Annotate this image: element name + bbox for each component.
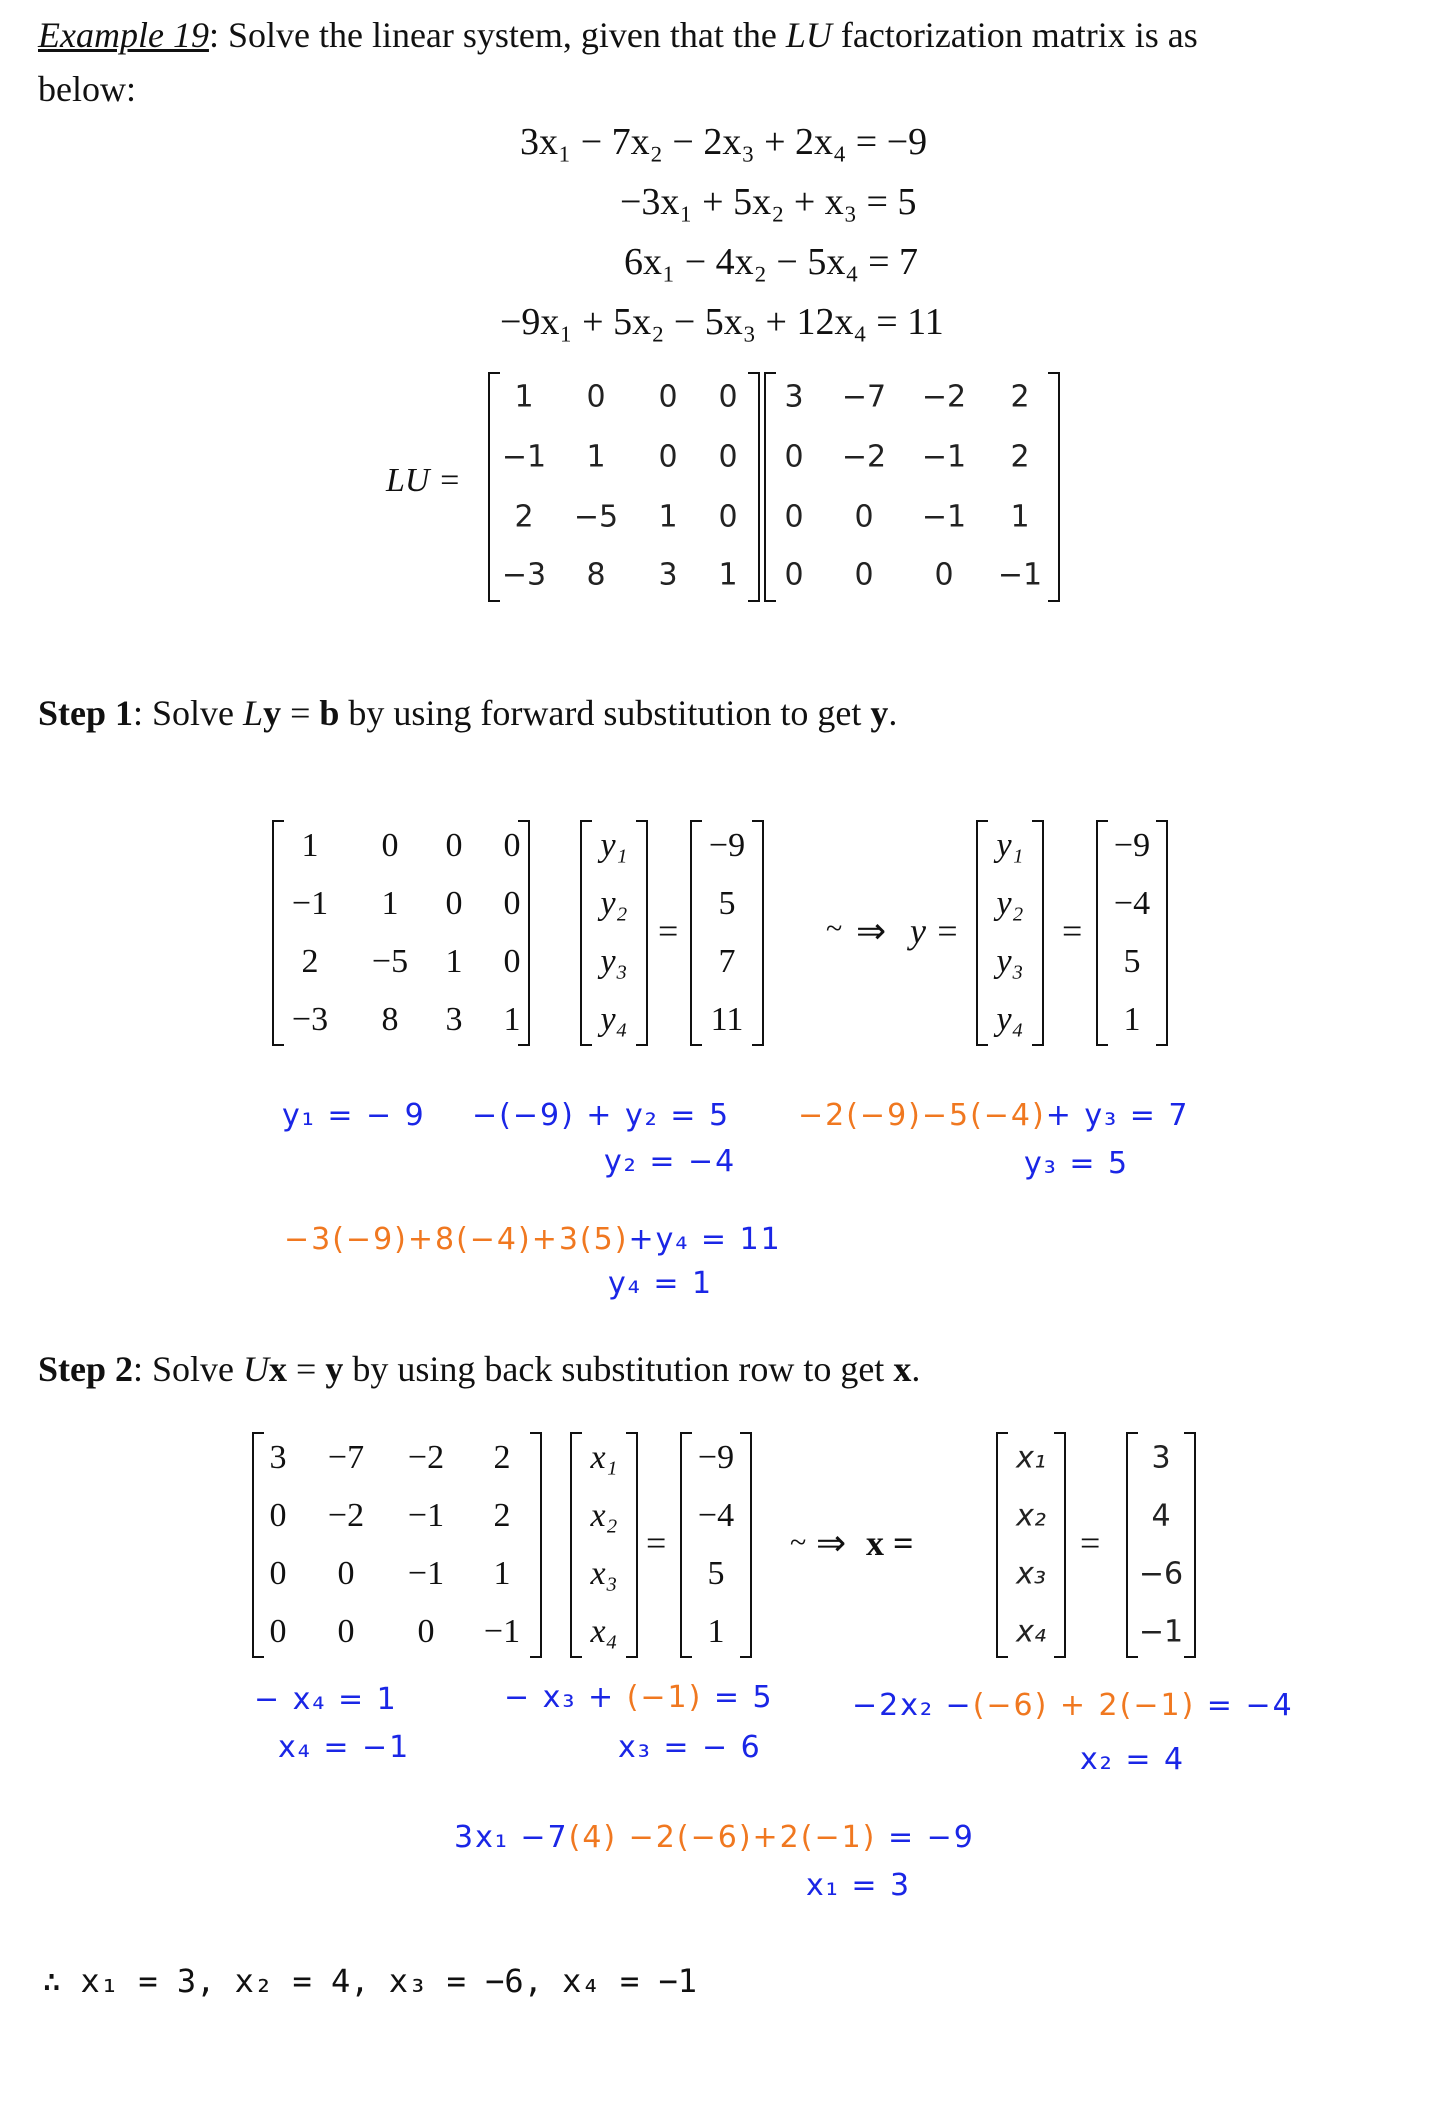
- step1-y-vector: y₁ y₂ y₃ y₄: [580, 820, 648, 1046]
- step1-matrix-L: [272, 820, 530, 1046]
- step2-x-vector-2: x₁ x₂ x₃ x₄: [996, 1432, 1066, 1658]
- step2-matrix-U: 3 −7 −2 2 0 −2 −1 2 0 0 −1 1 0 0 0 −1: [252, 1432, 542, 1658]
- L-cell: −1: [291, 885, 329, 922]
- U-cell: 1: [1010, 499, 1030, 535]
- note-x2-eq: −2x₂ −(−6) + 2(−1) = −4: [852, 1688, 1294, 1723]
- equals-sign: =: [1080, 1523, 1101, 1563]
- tilde: ~: [826, 912, 843, 945]
- step1-b-vector: −9 5 7 11: [690, 820, 764, 1046]
- U-cell: 0: [784, 499, 804, 535]
- note-x4-result: x₄ = −1: [278, 1730, 411, 1765]
- L-cell: −3: [291, 1001, 329, 1038]
- note-y3-eq: −2(−9)−5(−4)+ y₃ = 7: [798, 1098, 1190, 1133]
- L-cell: 0: [503, 943, 521, 980]
- system-eq-1: 3x₁ − 7x₂ − 2x₃ + 2x₄ = −9: [520, 121, 928, 163]
- step2-x-solution: 3 4 −6 −1: [1126, 1432, 1196, 1658]
- note-x4-eq: − x₄ = 1: [254, 1682, 398, 1717]
- step1-y-vector-2: y₁ y₂ y₃ y₄: [976, 820, 1044, 1046]
- note-y1: y₁ = − 9: [282, 1098, 426, 1133]
- L-cell: −3: [501, 557, 547, 593]
- L-cell: 0: [718, 439, 738, 475]
- U-cell: −2: [921, 379, 967, 415]
- intro-text: : Solve the linear system, given that the: [208, 15, 786, 55]
- note-x2-result: x₂ = 4: [1080, 1742, 1186, 1777]
- L-cell: 1: [503, 1001, 521, 1038]
- L-cell: −1: [501, 439, 547, 475]
- step1-y-solution: −9 −4 5 1: [1096, 820, 1168, 1046]
- L-cell: 0: [718, 379, 738, 415]
- conclusion: ∴ x₁ = 3, x₂ = 4, x₃ = −6, x₄ = −1: [42, 1962, 698, 2000]
- L-cell: 2: [301, 943, 319, 980]
- L-cell: 0: [445, 885, 463, 922]
- L-cell: 0: [718, 499, 738, 535]
- step1-label: Step 1: [38, 693, 134, 733]
- L-cell: 3: [658, 557, 678, 593]
- U-cell: 0: [784, 557, 804, 593]
- step2-label: Step 2: [38, 1349, 134, 1389]
- note-x3-result: x₃ = − 6: [618, 1730, 762, 1765]
- L-cell: 1: [301, 827, 319, 864]
- U-cell: −1: [921, 439, 967, 475]
- note-x3-eq: − x₃ + (−1) = 5: [504, 1680, 774, 1715]
- lu-word: LU: [785, 15, 832, 55]
- note-y4-eq: −3(−9)+8(−4)+3(5)+y₄ = 11: [284, 1222, 782, 1257]
- system-eq-2: −3x₁ + 5x₂ + x₃ = 5: [620, 181, 917, 223]
- equals-sign: =: [658, 911, 679, 951]
- example-label: Example 19: [38, 15, 209, 55]
- U-cell: −1: [921, 499, 967, 535]
- step2-heading: Step 2: Solve Ux = y by using back substitution row to get x.: [38, 1349, 921, 1389]
- L-cell: 0: [445, 827, 463, 864]
- L-cell: 1: [586, 439, 606, 475]
- implies-arrow: ⇒: [816, 1523, 847, 1563]
- equals-sign: =: [1062, 911, 1083, 951]
- L-cell: 0: [586, 379, 606, 415]
- U-cell: 0: [854, 557, 874, 593]
- L-cell: 8: [586, 557, 606, 593]
- L-cell: 0: [503, 827, 521, 864]
- tilde: ~: [790, 1526, 807, 1559]
- L-cell: −5: [573, 499, 619, 535]
- matrix-U: [764, 372, 1060, 602]
- intro-end: factorization matrix is as: [831, 15, 1198, 55]
- implies-arrow: ⇒: [856, 911, 887, 951]
- L-cell: 0: [503, 885, 521, 922]
- note-y2-eq: −(−9) + y₂ = 5: [472, 1098, 731, 1133]
- U-cell: 0: [934, 557, 954, 593]
- U-cell: −7: [841, 379, 887, 415]
- note-y2-result: y₂ = −4: [604, 1144, 737, 1179]
- intro-line-1: [38, 14, 1198, 57]
- U-cell: 3: [784, 379, 804, 415]
- note-y3-result: y₃ = 5: [1024, 1146, 1130, 1181]
- step2-x-vector: x₁ x₂ x₃ x₄: [570, 1432, 638, 1658]
- L-cell: 1: [718, 557, 738, 593]
- equals-sign: =: [646, 1523, 667, 1563]
- U-cell: 2: [1010, 379, 1030, 415]
- U-cell: 2: [1010, 439, 1030, 475]
- U-cell: −1: [997, 557, 1043, 593]
- U-cell: −2: [841, 439, 887, 475]
- L-cell: 3: [445, 1001, 463, 1038]
- L-cell: 0: [658, 379, 678, 415]
- y-equals: y =: [910, 911, 960, 951]
- L-cell: 0: [381, 827, 399, 864]
- L-cell: 8: [381, 1001, 399, 1038]
- U-cell: 0: [784, 439, 804, 475]
- matrix-L: [488, 372, 760, 602]
- note-x1-eq: 3x₁ −7(4) −2(−6)+2(−1) = −9: [454, 1820, 975, 1855]
- L-cell: 1: [381, 885, 399, 922]
- L-cell: 2: [514, 499, 534, 535]
- system-eq-4: −9x₁ + 5x₂ − 5x₃ + 12x₄ = 11: [500, 301, 944, 343]
- U-cell: 0: [854, 499, 874, 535]
- step1-heading: Step 1: Solve Ly = b by using forward substitution to get y.: [38, 693, 898, 733]
- L-cell: 1: [514, 379, 534, 415]
- system-eq-3: 6x₁ − 4x₂ − 5x₄ = 7: [624, 241, 919, 283]
- L-cell: −5: [371, 943, 409, 980]
- L-cell: 0: [658, 439, 678, 475]
- L-cell: 1: [658, 499, 678, 535]
- x-equals: x =: [866, 1523, 914, 1563]
- L-cell: 1: [445, 943, 463, 980]
- note-x1-result: x₁ = 3: [806, 1868, 912, 1903]
- intro-line-2: below:: [38, 69, 136, 109]
- step2-y-vector: −9 −4 5 1: [680, 1432, 752, 1658]
- note-y4-result: y₄ = 1: [608, 1266, 714, 1301]
- lu-label: LU =: [386, 462, 461, 499]
